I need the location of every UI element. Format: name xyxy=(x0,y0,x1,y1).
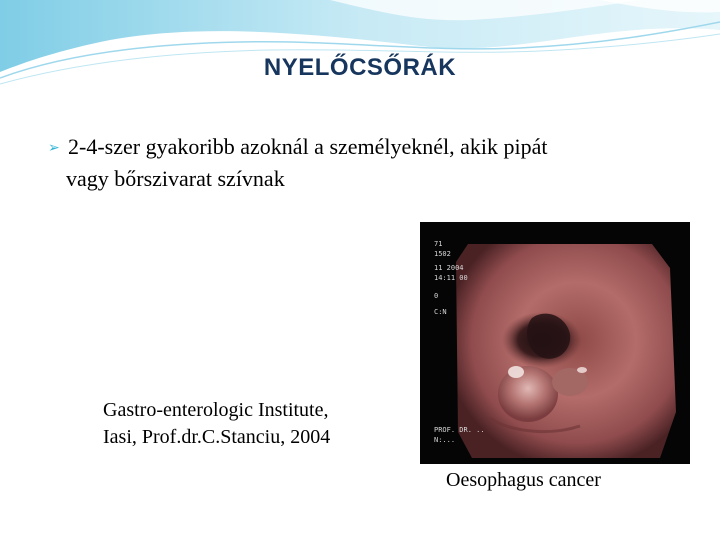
svg-text:PROF. DR. ..: PROF. DR. .. xyxy=(434,426,485,434)
slide-title: NYELŐCSŐRÁK xyxy=(263,54,457,81)
image-credit-line1: Gastro-enterologic Institute, xyxy=(103,399,329,421)
svg-text:N:...: N:... xyxy=(434,436,456,444)
bullet-text-line2: vagy bőrszivarat szívnak xyxy=(66,166,285,191)
svg-text:1502: 1502 xyxy=(434,250,451,258)
bullet-arrow-icon: ➢ xyxy=(48,141,60,156)
bullet-text-line1: 2-4-szer gyakoribb azoknál a személyeknél, akik pipát xyxy=(68,134,548,159)
endoscopy-image xyxy=(420,222,690,464)
svg-text:71: 71 xyxy=(434,240,443,248)
svg-text:0: 0 xyxy=(434,292,439,300)
image-credit xyxy=(103,397,330,451)
bullet-point xyxy=(48,132,648,194)
svg-text:11 2004: 11 2004 xyxy=(434,264,464,272)
image-credit-line2: Iasi, Prof.dr.C.Stanciu, 2004 xyxy=(103,426,331,448)
svg-text:C:N: C:N xyxy=(434,308,447,316)
svg-text:14:11 00: 14:11 00 xyxy=(434,274,468,282)
image-caption: Oesophagus cancer xyxy=(446,469,601,491)
